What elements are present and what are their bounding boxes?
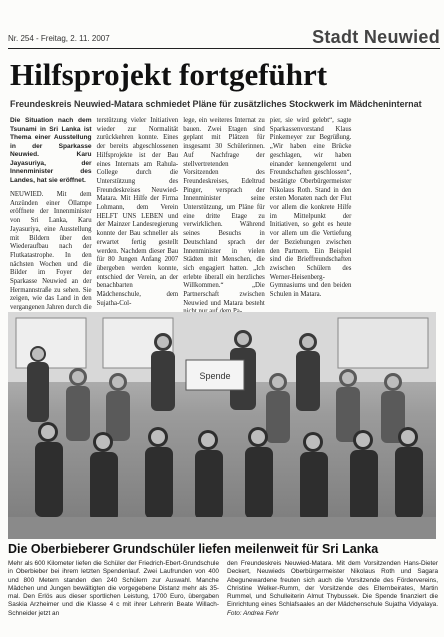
article-body xyxy=(10,117,438,312)
article-column-1 xyxy=(10,117,92,312)
article-column-5 xyxy=(356,117,438,307)
article-column-2: terstützung vieler Initiativen wieder zur Normalität zurückkehren konnte. Eines der bereits abgeschlossenen Hilfsprojekte ist der Bau eines Internats am Rahula-College durch die Unterstützung des Freundeskreises Neuwied-Matara. Mit Hilfe der Firma Lohmann, dem Verein HELFT UNS LEBEN und der Mainzer Landesregierung konnte der Bau schneller als erwartet fertig gestellt werden. Nachdem dieser Bau für 80 Jungen Anfang 2007 übergeben werden konnte, entschied der Verein, an der benachbarten Mädchenschule, dem Sujatha-Col- xyxy=(96,117,179,307)
donation-sign-text: Spende xyxy=(199,371,231,381)
photo-story-right-text: den Freundeskreis Neuwied-Matara. Mit dem Vorsitzenden Hans-Dieter Deckert, Neuwieds Oberbürgermeister Nikolaus Roth und Sagara Abegunewardene freuten sich auch die Vorsitzende des Fördervereins, Christine Welker-Rumm, der Vorsitzende des Elternbeirates, Martin Rummel, und Schulleiterin Almut Thybussek. Die Spende finanziert die Einrichtung eines Schlafsaales an der Mädchenschule Sujatha Vidyalaya. xyxy=(227,560,438,609)
article-intro: Die Situation nach dem Tsunami in Sri Lanka ist Thema einer Ausstellung in der Sparkasse Neuwied. Karu Jayasuriya, der Innenminister des Landes, hat sie eröffnet. xyxy=(10,117,92,184)
group-photo xyxy=(8,312,436,539)
article-text-1: NEUWIED. Mit dem Anzünden einer Öllampe eröffnete der Innenminister von Sri Lanka, Karu Jayasuriya, eine Ausstellung mit Bildern über den Wiederaufbau nach der Flutkatastrophe. In den nächsten Wochen und die Bilder im Foyer der Sparkasse Neuwied an der Hermannstraße zu sehen. Sie zeigen, wie das Land in den vergangenen Jahren durch die xyxy=(10,191,92,312)
photo-story-headline: Die Oberbieberer Grundschüler liefen meilenweit für Sri Lanka xyxy=(8,542,379,556)
photo-story-left: Mehr als 600 Kilometer liefen die Schüler der Friedrich-Ebert-Grundschule in Oberbieber bei ihrem letzten Spendenlauf. Zwei Laufrunden von 400 und 800 Metern standen den 240 Schülern zur Auswahl. Manche Mädchen und Jungen bewältigten die vorgegebene Distanz mehr als 35-mal. Den Erlös aus dieser sportlichen Leistung, 1700 Euro, übergaben Saskia Arzheimer und die Klasse 4 c mit ihrer Lehrerin Beate Willach-Schneider jetzt an xyxy=(8,560,219,617)
photo-story-body xyxy=(8,560,438,634)
photo-story-right xyxy=(227,560,438,634)
issue-date: Nr. 254 - Freitag, 2. 11. 2007 xyxy=(8,34,110,43)
article-column-4: pier, sie wird gelebt“, sagte Sparkassenvorstand Klaus Pinkemeyer zur Begrüßung. „Wir haben eine Brücke geschlagen, wir haben einander kennengelernt und Freundschaften geschlossen“, bestätigte Oberbürgermeister Nikolaus Roth. Stand in den ersten Monaten nach der Flut vor allem die konkrete Hilfe im Mittelpunkt der Initiativen, so geht es heute vor allem um die Vertiefung der Beziehungen zwischen den Partnern. Ein Beispiel sind die Brieffreundschaften zwischen Schülern des Werner-Heisenberg-Gymnasiums und den beiden Schulen in Matara. xyxy=(269,117,352,299)
article-column-3: lege, ein weiteres Internat zu bauen. Zwei Etagen sind geplant mit Plätzen für insgesamt 30 Schülerinnen. Auf Nachfrage der stellvertretenden Vorsitzenden des Freundeskreises, Edeltrud Pinger, versprach der Innenminister seine Unterstützung, um Pläne für eine dritte Etage zu verwirklichen. Während seines Besuchs in Deutschland sprach der Innenminister in vielen Städten mit Menschen, die sich engagiert hatten. „Ich erlebte überall ein herzliches Willkommen.“ „Die Partnerschaft zwischen Neuwied und Matara besteht xyxy=(183,117,265,307)
group-photo-illustration xyxy=(8,312,436,539)
section-title: Stadt Neuwied xyxy=(312,27,440,47)
page-header xyxy=(8,24,440,49)
article-subhead: Freundeskreis Neuwied-Matara schmiedet Pläne für zusätzliches Stockwerk im Mädcheninternat xyxy=(10,99,422,109)
article-headline: Hilfsprojekt fortgeführt xyxy=(10,57,328,92)
photo-credit: Foto: Andrea Fehr xyxy=(227,609,279,617)
